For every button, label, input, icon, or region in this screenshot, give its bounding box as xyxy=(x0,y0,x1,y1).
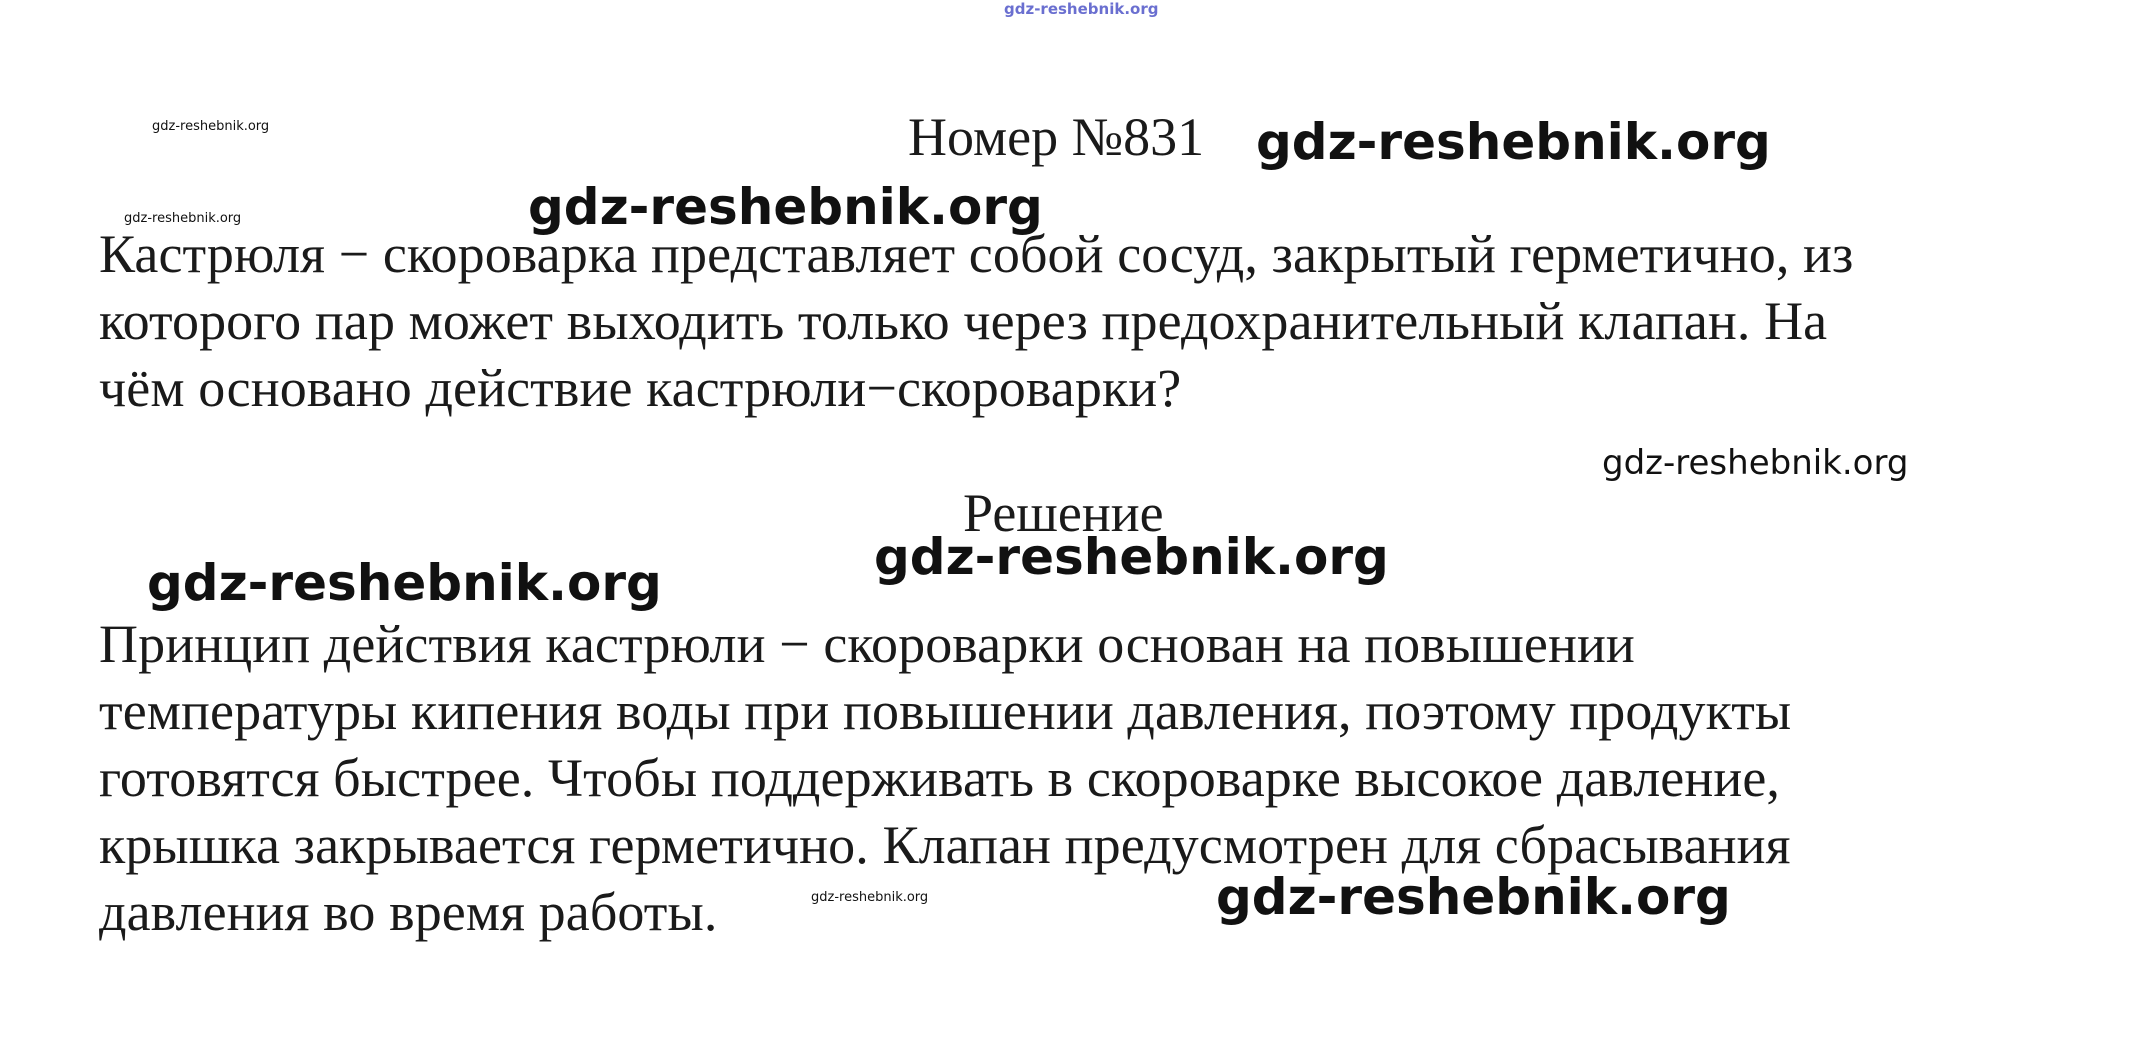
question-text xyxy=(99,221,1853,422)
problem-title: Номер №831 xyxy=(908,107,1205,167)
watermark-small: gdz-reshebnik.org xyxy=(152,119,270,134)
watermark-top: gdz-reshebnik.org xyxy=(1004,0,1159,18)
question-line: Кастрюля − скороварка представляет собой сосуд, закрытый герметично, из xyxy=(99,224,1854,284)
solution-heading: Решение xyxy=(963,483,1164,543)
watermark-medium: gdz-reshebnik.org xyxy=(1602,443,1909,483)
answer-line: температуры кипения воды при повышении давления, поэтому продукты xyxy=(99,681,1792,741)
watermark-small: gdz-reshebnik.org xyxy=(124,211,242,226)
watermark-large: gdz-reshebnik.org xyxy=(528,178,1043,236)
answer-line: готовятся быстрее. Чтобы поддерживать в скороварке высокое давление, xyxy=(99,748,1781,808)
question-line: которого пар может выходить только через предохранительный клапан. На xyxy=(99,291,1828,351)
watermark-large: gdz-reshebnik.org xyxy=(874,528,1389,586)
watermark-large: gdz-reshebnik.org xyxy=(1216,868,1731,926)
answer-line: давления во время работы. xyxy=(99,882,718,942)
watermark-large: gdz-reshebnik.org xyxy=(1256,113,1771,171)
answer-line: Принцип действия кастрюли − скороварки основан на повышении xyxy=(99,614,1635,674)
watermark-large: gdz-reshebnik.org xyxy=(147,554,662,612)
watermark-small: gdz-reshebnik.org xyxy=(811,890,929,905)
question-line: чём основано действие кастрюли−скороварки? xyxy=(99,358,1182,418)
answer-line: крышка закрывается герметично. Клапан предусмотрен для сбрасывания xyxy=(99,815,1791,875)
